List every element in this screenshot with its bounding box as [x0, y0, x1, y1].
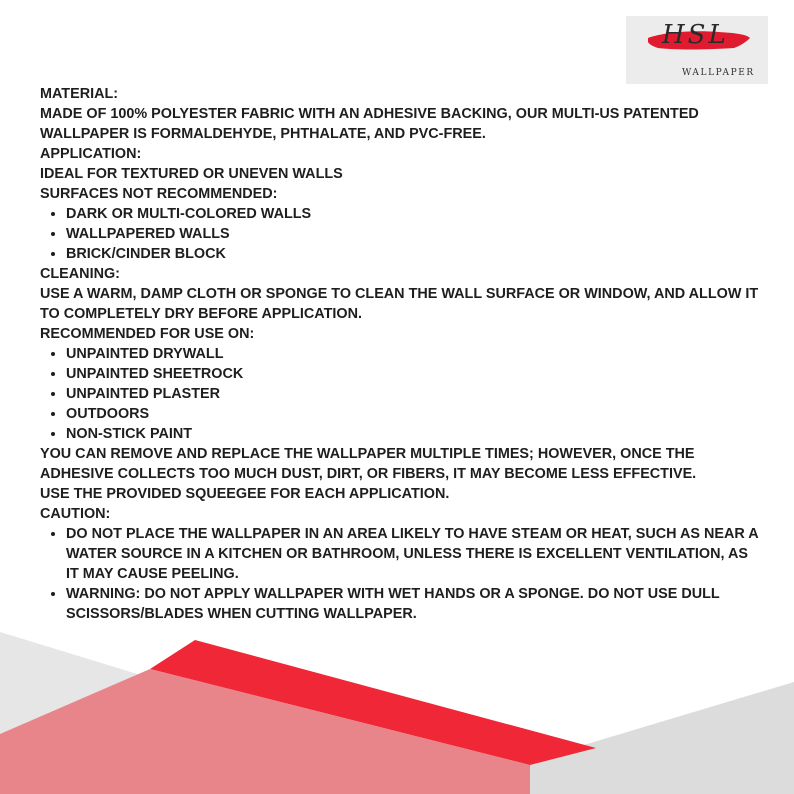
gray-triangle-right: [420, 682, 794, 794]
list-item: • DARK OR MULTI-COLORED WALLS: [66, 204, 760, 224]
gray-triangle-left: [0, 632, 530, 794]
list-item: • UNPAINTED DRYWALL: [66, 344, 760, 364]
brand-letters: HSL: [662, 20, 729, 50]
not-recommended-heading: SURFACES NOT RECOMMENDED:: [40, 186, 278, 202]
pink-triangle: [0, 669, 530, 794]
list-item: • UNPAINTED SHEETROCK: [66, 364, 760, 384]
list-item: • BRICK/CINDER BLOCK: [66, 244, 760, 264]
material-text: MADE OF 100% POLYESTER FABRIC WITH AN ADHESIVE BACKING, OUR MULTI-US PATENTED WALLPAPER IS FORMALDEHYDE, PHTHALATE, AND PVC-FREE.: [40, 106, 699, 142]
list-item: • WARNING: DO NOT APPLY WALLPAPER WITH WET HANDS OR A SPONGE. DO NOT USE DULL SCISSORS/BLADES WHEN CUTTING WALLPAPER.: [66, 584, 760, 624]
brand-logo: [626, 16, 768, 84]
application-heading: APPLICATION:: [40, 146, 142, 162]
red-stripe: [150, 640, 596, 765]
squeegee-text: USE THE PROVIDED SQUEEGEE FOR EACH APPLICATION.: [40, 486, 450, 502]
list-item: • UNPAINTED PLASTER: [66, 384, 760, 404]
cleaning-heading: CLEANING:: [40, 266, 120, 282]
application-text: IDEAL FOR TEXTURED OR UNEVEN WALLS: [40, 166, 343, 182]
caution-list: [40, 524, 760, 624]
document-body: [40, 84, 760, 624]
list-item: • NON-STICK PAINT: [66, 424, 760, 444]
removal-text: YOU CAN REMOVE AND REPLACE THE WALLPAPER MULTIPLE TIMES; HOWEVER, ONCE THE ADHESIVE COLLECTS TOO MUCH DUST, DIRT, OR FIBERS, IT MAY BECOME LESS EFFECTIVE.: [40, 446, 697, 482]
list-item: • WALLPAPERED WALLS: [66, 224, 760, 244]
material-heading: MATERIAL:: [40, 86, 119, 102]
brand-name: WALLPAPER: [682, 68, 755, 78]
caution-heading: CAUTION:: [40, 506, 111, 522]
list-item: • OUTDOORS: [66, 404, 760, 424]
list-item: • DO NOT PLACE THE WALLPAPER IN AN AREA LIKELY TO HAVE STEAM OR HEAT, SUCH AS NEAR A WATER SOURCE IN A KITCHEN OR BATHROOM, UNLESS THERE IS EXCELLENT VENTILATION, AS IT MAY CAUSE PEELING.: [66, 524, 760, 584]
recommended-heading: RECOMMENDED FOR USE ON:: [40, 326, 255, 342]
cleaning-text: USE A WARM, DAMP CLOTH OR SPONGE TO CLEAN THE WALL SURFACE OR WINDOW, AND ALLOW IT TO COMPLETELY DRY BEFORE APPLICATION.: [40, 286, 759, 322]
not-recommended-list: [40, 204, 760, 264]
recommended-list: [40, 344, 760, 444]
